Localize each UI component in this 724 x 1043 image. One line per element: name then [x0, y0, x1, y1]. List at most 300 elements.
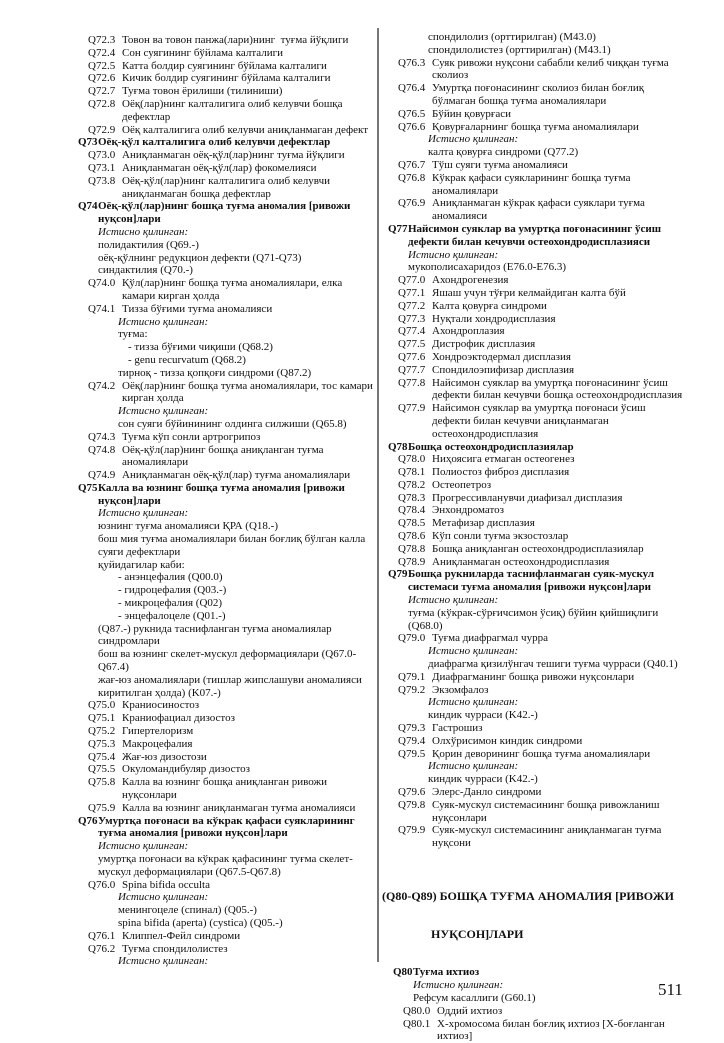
page-number: 511	[658, 980, 683, 999]
entry-text: Истисно қилинган:	[118, 405, 209, 418]
note-line	[98, 533, 378, 559]
category-heading	[78, 136, 378, 149]
code: Q75.2	[88, 725, 116, 738]
subcategory-entry	[398, 338, 688, 351]
subcategory-entry	[398, 543, 688, 556]
entry-text: Бошқа остеохондродисплазиялар	[408, 440, 574, 453]
subcategory-entry	[88, 124, 378, 137]
entry-text: умуртқа поғонаси ва кўкрак қафасининг туғма скелет- мускул деформациялари (Q67.5-Q67.8)	[98, 853, 353, 878]
note-line	[118, 584, 378, 597]
entry-text: Гипертелоризм	[122, 725, 194, 738]
section-title	[382, 864, 688, 966]
entry-text: Оёқ-қўл калталигига олиб келувчи дефектлар	[98, 136, 331, 149]
subcategory-entry	[88, 712, 378, 725]
subcategory-entry	[398, 684, 688, 697]
entry-text: Окуломандибуляр дизостоз	[122, 763, 250, 776]
entry-text: - тизза бўғими чиқиши (Q68.2)	[128, 341, 273, 354]
note-line	[98, 264, 378, 277]
subcategory-entry	[398, 159, 688, 172]
note-line	[118, 367, 378, 380]
subcategory-entry	[398, 632, 688, 645]
code: Q74.2	[88, 379, 116, 392]
entry-text: Аниқланмаган оёқ-қўл(лар) туғма аномалиялари	[122, 469, 351, 482]
subcategory-entry	[398, 556, 688, 569]
code: Q79.9	[398, 824, 426, 837]
code: Q72.6	[88, 72, 116, 85]
note-line	[118, 597, 378, 610]
note-line	[428, 44, 688, 57]
code: Q79.3	[398, 722, 426, 735]
entry-text: Аниқланмаган оёқ-қўл(лар) фокомелияси	[122, 161, 317, 174]
entry-text: полидактилия (Q69.-)	[98, 238, 199, 251]
entry-text: калта қовурға синдроми (Q77.2)	[428, 146, 579, 159]
subcategory-entry	[398, 287, 688, 300]
category-heading	[388, 223, 688, 249]
entry-text: Оёқ-қўл(лар)нинг бошқа туғма аномалия [ривожи нуқсон]лари	[98, 200, 351, 226]
entry-text: Яшаш учун тўғри келмайдиган калта бўй	[432, 286, 626, 299]
subcategory-entry	[398, 735, 688, 748]
entry-text: Туғма кўп сонли артрогрипоз	[122, 430, 261, 443]
entry-text: Олхўрисимон киндик синдроми	[432, 734, 583, 747]
code: Q77.3	[398, 312, 426, 325]
entry-text: Экзомфалоз	[432, 683, 489, 696]
note-line	[128, 341, 378, 354]
entry-text: Туғма диафрагмал чурра	[432, 632, 548, 645]
subcategory-entry	[398, 197, 688, 223]
entry-text: Туғма ихтиоз	[413, 966, 480, 979]
exclusion-label	[118, 405, 378, 418]
subcategory-entry	[88, 725, 378, 738]
entry-text: (Q87.-) рукнида таснифланган туғма аномалиялар синдромлари	[98, 622, 332, 648]
subcategory-entry	[398, 466, 688, 479]
code: Q77.4	[398, 325, 426, 338]
code: Q77.5	[398, 338, 426, 351]
entry-text: Оёқ(лар)нинг калталигига олиб келувчи бошқа дефектлар	[122, 97, 343, 123]
entry-text: Суяк-мускул системасининг бошқа ривожланиш нуқсонлари	[432, 798, 660, 824]
entry-text: Аниқланмаган кўкрак қафаси суяклари туғма аномалияси	[432, 197, 645, 223]
entry-text: Калла ва юзнинг бошқа туғма аномалия [ривожи нуқсон]лари	[98, 481, 345, 507]
note-line	[118, 328, 378, 341]
subcategory-entry	[88, 175, 378, 201]
entry-text: оёқ-қўлнинг редукцион дефекти (Q71-Q73)	[98, 251, 302, 264]
entry-text: Туғма товон ёрилиши (тилиниши)	[122, 85, 283, 98]
entry-text: Истисно қилинган:	[98, 840, 189, 853]
note-line	[118, 610, 378, 623]
entry-text: Гастрошиз	[432, 722, 483, 735]
subcategory-entry	[88, 930, 378, 943]
code: Q77.2	[398, 299, 426, 312]
code: Q75.9	[88, 801, 116, 814]
code: Q79.2	[398, 683, 426, 696]
category-heading	[388, 568, 688, 594]
subcategory-entry	[398, 824, 688, 850]
code: Q74.8	[88, 443, 116, 456]
exclusion-label	[98, 840, 378, 853]
subcategory-entry	[398, 274, 688, 287]
note-line	[428, 146, 688, 159]
code: Q75.0	[88, 699, 116, 712]
entry-text: Кўкрак қафаси суякларининг бошқа туғма аномалиялари	[432, 171, 631, 197]
entry-text: спондилолистез (орттирилган) (M43.1)	[428, 43, 611, 56]
subcategory-entry	[398, 377, 688, 403]
subcategory-entry	[398, 453, 688, 466]
subcategory-entry	[88, 72, 378, 85]
note-line	[98, 623, 378, 649]
entry-text: Умуртқа поғонасининг сколиоз билан боғлиқ бўлмаган бошқа туғма аномалиялари	[432, 82, 645, 107]
code: Q80	[393, 966, 413, 979]
note-line	[428, 773, 688, 786]
entry-text: Аниқланмаган остеохондродисплазия	[432, 555, 610, 568]
subcategory-entry	[398, 108, 688, 121]
code: Q73.8	[88, 174, 116, 187]
subcategory-entry	[398, 799, 688, 825]
code: Q77.0	[398, 274, 426, 287]
code: Q78.3	[398, 491, 426, 504]
code: Q73.1	[88, 161, 116, 174]
category-heading	[78, 815, 378, 841]
subcategory-entry	[398, 530, 688, 543]
code: Q74.0	[88, 277, 116, 290]
code: Q73	[78, 136, 98, 149]
note-line	[98, 239, 378, 252]
entry-text: киндик чурраси (K42.-)	[428, 709, 538, 722]
entry-text: Краниофациал дизостоз	[122, 712, 235, 725]
entry-text: Истисно қилинган:	[428, 760, 519, 773]
code: Q74	[78, 200, 98, 213]
subcategory-entry	[398, 300, 688, 313]
entry-text: Остеопетроз	[432, 478, 492, 491]
subcategory-entry	[398, 313, 688, 326]
code: Q78.6	[398, 530, 426, 543]
entry-text: Оёқ-қўл(лар)нинг калталигига олиб келувчи аниқланмаган бошқа дефектлар	[122, 174, 330, 200]
subcategory-entry	[88, 85, 378, 98]
entry-text: жағ-юз аномалиялари (тишлар жипслашуви аномалияси киритилган ҳолда) (K07.-)	[98, 673, 362, 699]
entry-text: Истисно қилинган:	[428, 696, 519, 709]
category-heading	[78, 482, 378, 508]
entry-text: тирноқ - тизза қопқоғи синдроми (Q87.2)	[118, 366, 312, 379]
exclusion-label	[408, 249, 688, 262]
subcategory-entry	[398, 57, 688, 83]
exclusion-label	[98, 226, 378, 239]
entry-text: Сон суягининг бўйлама калталиги	[122, 46, 284, 59]
code: Q76.3	[398, 56, 426, 69]
entry-text: Нуқтали хондродисплазия	[432, 312, 556, 325]
left-column	[78, 34, 378, 968]
code: Q76	[78, 814, 98, 827]
entry-text: бош мия туғма аномалиялари билан боғлиқ бўлган калла суяги дефектлари	[98, 533, 366, 558]
entry-text: Истисно қилинган:	[118, 955, 209, 968]
subcategory-entry	[88, 802, 378, 815]
entry-text: Найсимон суяклар ва умуртқа поғонасининг ўсиш дефекти билан кечувчи бошқа остеохондродисплазия	[432, 376, 683, 402]
code: Q74.3	[88, 430, 116, 443]
entry-text: Тизза бўғими туғма аномалияси	[122, 302, 273, 315]
exclusion-label	[413, 979, 688, 992]
code: Q76.4	[398, 82, 426, 95]
entry-text: қуйидагилар каби:	[98, 558, 185, 571]
note-line	[428, 658, 688, 671]
subcategory-entry	[88, 763, 378, 776]
code: Q77.6	[398, 350, 426, 363]
entry-text: spina bifida (aperta) (cystica) (Q05.-)	[118, 916, 283, 929]
note-line	[98, 520, 378, 533]
category-heading	[78, 200, 378, 226]
subcategory-entry	[403, 1018, 688, 1043]
subcategory-entry	[88, 444, 378, 470]
code: Q76.2	[88, 942, 116, 955]
entry-text: бош ва юзнинг скелет-мускул деформациялари (Q67.0- Q67.4)	[98, 648, 357, 674]
code: Q76.8	[398, 171, 426, 184]
entry-text: Калта қовурға синдроми	[432, 299, 547, 312]
entry-text: Полиостоз фиброз дисплазия	[432, 466, 570, 479]
code: Q77.8	[398, 376, 426, 389]
subcategory-entry	[398, 121, 688, 134]
note-line	[428, 709, 688, 722]
code: Q76.9	[398, 197, 426, 210]
entry-text: Истисно қилинган:	[413, 979, 504, 992]
code: Q72.7	[88, 85, 116, 98]
subcategory-entry	[88, 277, 378, 303]
exclusion-label	[428, 133, 688, 146]
subcategory-entry	[88, 943, 378, 956]
entry-text: Бошқа аниқланган остеохондродисплазиялар	[432, 542, 644, 555]
code: Q72.5	[88, 59, 116, 72]
right-column	[382, 31, 688, 1043]
section-title-line: НУҚСОН]ЛАРИ	[431, 926, 524, 941]
entry-text: Spina bifida occulta	[122, 878, 210, 891]
subcategory-entry	[88, 776, 378, 802]
subcategory-entry	[398, 671, 688, 684]
code: Q78.0	[398, 453, 426, 466]
code: Q72.8	[88, 97, 116, 110]
code: Q79.4	[398, 734, 426, 747]
note-line	[98, 648, 378, 674]
entry-text: - микроцефалия (Q02)	[118, 597, 223, 610]
note-line	[98, 674, 378, 700]
entry-text: Клиппел-Фейл синдроми	[122, 929, 241, 942]
code: Q78.9	[398, 555, 426, 568]
code: Q76.5	[398, 107, 426, 120]
subcategory-entry	[88, 699, 378, 712]
entry-text: Найсимон суяклар ва умуртқа поғонасининг ўсиш дефекти билан кечувчи остеохондродисплазияси	[408, 222, 661, 248]
subcategory-entry	[88, 738, 378, 751]
code: Q79.1	[398, 670, 426, 683]
note-line	[118, 418, 378, 431]
subcategory-entry	[88, 47, 378, 60]
code: Q79.6	[398, 786, 426, 799]
subcategory-entry	[88, 162, 378, 175]
entry-text: - genu recurvatum (Q68.2)	[128, 353, 246, 366]
entry-text: диафрагма қизилўнгач тешиги туғма чурраси (Q40.1)	[428, 658, 678, 671]
code: Q76.7	[398, 158, 426, 171]
code: Q73.0	[88, 149, 116, 162]
entry-text: Энхондроматоз	[432, 504, 504, 517]
entry-text: Ниҳоясига етмаган остеогенез	[432, 453, 575, 466]
entry-text: X-хромосома билан боғлиқ ихтиоз [X-боғланган ихтиоз]	[437, 1017, 665, 1043]
note-line	[408, 607, 688, 633]
entry-text: Истисно қилинган:	[428, 133, 519, 146]
entry-text: туғма:	[118, 328, 148, 341]
entry-text: Бошқа рукниларда таснифланмаган суяк-мускул системаси туғма аномалия [ривожи нуқсон]лари	[408, 568, 655, 594]
entry-text: Спондилоэпифизар дисплазия	[432, 363, 575, 376]
entry-text: юзнинг туғма аномалияси ҚРА (Q18.-)	[98, 520, 278, 533]
subcategory-entry	[398, 504, 688, 517]
entry-text: Туғма спондилолистез	[122, 942, 228, 955]
code: Q79.5	[398, 747, 426, 760]
entry-text: Оддий ихтиоз	[437, 1004, 503, 1017]
code: Q76.0	[88, 878, 116, 891]
entry-text: Аниқланмаган оёқ-қўл(лар)нинг туғма йўқлиги	[122, 149, 345, 162]
code: Q78	[388, 440, 408, 453]
subcategory-entry	[398, 786, 688, 799]
subcategory-entry	[88, 431, 378, 444]
exclusion-label	[428, 645, 688, 658]
entry-text: Суяк ривожи нуқсони сабабли келиб чиққан туғма сколиоз	[432, 56, 669, 82]
entry-text: Истисно қилинган:	[118, 315, 209, 328]
entry-text: Тўш суяги туғма аномалияси	[432, 158, 568, 171]
code: Q75.5	[88, 763, 116, 776]
code: Q79	[388, 568, 408, 581]
subcategory-entry	[88, 751, 378, 764]
note-line	[98, 252, 378, 265]
entry-text: синдактилия (Q70.-)	[98, 264, 193, 277]
entry-text: Истисно қилинган:	[408, 594, 499, 607]
subcategory-entry	[398, 351, 688, 364]
code: Q78.8	[398, 542, 426, 555]
entry-text: Элерс-Данло синдроми	[432, 786, 542, 799]
entry-text: Макроцефалия	[122, 737, 193, 750]
note-line	[118, 904, 378, 917]
subcategory-entry	[398, 479, 688, 492]
subcategory-entry	[398, 517, 688, 530]
note-line	[118, 917, 378, 930]
subcategory-entry	[88, 34, 378, 47]
entry-text: Рефсум касаллиги (G60.1)	[413, 991, 536, 1004]
code: Q77.7	[398, 363, 426, 376]
code: Q78.4	[398, 504, 426, 517]
subcategory-entry	[88, 380, 378, 406]
code: Q78.2	[398, 478, 426, 491]
code: Q75.4	[88, 750, 116, 763]
code: Q76.1	[88, 929, 116, 942]
entry-text: киндик чурраси (K42.-)	[428, 773, 538, 786]
entry-text: Ахондроплазия	[432, 325, 505, 338]
entry-text: Метафизар дисплазия	[432, 517, 535, 530]
code: Q80.0	[403, 1004, 431, 1017]
note-line	[428, 31, 688, 44]
note-line	[118, 571, 378, 584]
entry-text: Калла ва юзнинг бошқа аниқланган ривожи нуқсонлари	[122, 776, 327, 802]
subcategory-entry	[398, 364, 688, 377]
note-line	[408, 261, 688, 274]
entry-text: Калла ва юзнинг аниқланмаган туғма аномалияси	[122, 801, 356, 814]
entry-text: Бўйин қовурғаси	[432, 107, 512, 120]
note-line	[128, 354, 378, 367]
subcategory-entry	[398, 492, 688, 505]
category-heading	[388, 441, 688, 454]
entry-text: Катта болдир суягининг бўйлама калталиги	[122, 59, 327, 72]
code: Q74.1	[88, 302, 116, 315]
entry-text: - гидроцефалия (Q03.-)	[118, 584, 227, 597]
exclusion-label	[428, 760, 688, 773]
entry-text: Истисно қилинган:	[428, 645, 519, 658]
code: Q77.1	[398, 286, 426, 299]
entry-text: Оёқ-қўл(лар)нинг бошқа аниқланган туғма аномалиялари	[122, 443, 324, 469]
exclusion-label	[118, 955, 378, 968]
entry-text: Прогрессивланувчи диафизал дисплазия	[432, 491, 623, 504]
note-line	[98, 853, 378, 879]
entry-text: Товон ва товон панжа(лари)нинг туғма йўқлиги	[122, 34, 349, 46]
entry-text: Дистрофик дисплазия	[432, 338, 536, 351]
subcategory-entry	[398, 82, 688, 108]
entry-text: Истисно қилинган:	[98, 225, 189, 238]
section-title-line: (Q80-Q89) БОШҚА ТУҒМА АНОМАЛИЯ [РИВОЖИ	[382, 888, 674, 903]
subcategory-entry	[88, 149, 378, 162]
subcategory-entry	[88, 60, 378, 73]
exclusion-label	[118, 316, 378, 329]
subcategory-entry	[398, 722, 688, 735]
exclusion-label	[98, 507, 378, 520]
entry-text: Истисно қилинган:	[118, 891, 209, 904]
subcategory-entry	[88, 303, 378, 316]
code: Q79.0	[398, 632, 426, 645]
entry-text: спондилолиз (орттирилган) (M43.0)	[428, 31, 596, 43]
subcategory-entry	[398, 172, 688, 198]
code: Q75.1	[88, 712, 116, 725]
entry-text: Қорин деворининг бошқа туғма аномалиялари	[432, 747, 651, 760]
entry-text: Қўл(лар)нинг бошқа туғма аномалиялари, елка камари кирган ҳолда	[122, 277, 343, 302]
code: Q80.1	[403, 1017, 431, 1030]
entry-text: Кўп сонли туғма экзостозлар	[432, 530, 569, 543]
exclusion-label	[408, 594, 688, 607]
code: Q75.8	[88, 776, 116, 789]
entry-text: Диафрагманинг бошқа ривожи нуқсонлари	[432, 670, 635, 683]
code: Q78.1	[398, 466, 426, 479]
entry-text: Жағ-юз дизостози	[122, 750, 207, 763]
entry-text: Ахондрогенезия	[432, 274, 509, 287]
entry-text: Кичик болдир суягининг бўйлама калталиги	[122, 72, 331, 85]
entry-text: Краниосиностоз	[122, 699, 200, 712]
code: Q74.9	[88, 469, 116, 482]
code: Q72.4	[88, 46, 116, 59]
entry-text: Оёқ(лар)нинг бошқа туғма аномалиялари, тос камари кирган ҳолда	[122, 379, 373, 405]
code: Q75.3	[88, 737, 116, 750]
subcategory-entry	[398, 402, 688, 440]
code: Q72.3	[88, 34, 116, 46]
entry-text: Истисно қилинган:	[98, 507, 189, 520]
entry-text: Умуртқа поғонаси ва кўкрак қафаси суякларининг туғма аномалия [ривожи нуқсон]лари	[98, 814, 355, 840]
entry-text: менингоцеле (спинал) (Q05.-)	[118, 904, 257, 917]
note-line	[98, 559, 378, 572]
code: Q76.6	[398, 120, 426, 133]
exclusion-label	[428, 696, 688, 709]
category-heading	[393, 966, 688, 979]
entry-text: Хондроэктодермал дисплазия	[432, 350, 571, 363]
entry-text: - анэнцефалия (Q00.0)	[118, 571, 223, 584]
subcategory-entry	[88, 879, 378, 892]
subcategory-entry	[403, 1005, 688, 1018]
code: Q77	[388, 222, 408, 235]
code: Q72.9	[88, 123, 116, 136]
code: Q75	[78, 481, 98, 494]
code: Q77.9	[398, 402, 426, 415]
entry-text: Суяк-мускул системасининг аниқланмаган туғма нуқсони	[432, 824, 662, 850]
entry-text: - энцефалоцеле (Q01.-)	[118, 609, 226, 622]
entry-text: Найсимон суяклар ва умуртқа поғонаси ўсиш дефекти билан кечувчи аниқланмаган остеохондродисплазия	[432, 402, 646, 440]
entry-text: Истисно қилинган:	[408, 248, 499, 261]
subcategory-entry	[88, 469, 378, 482]
subcategory-entry	[88, 98, 378, 124]
note-line	[413, 992, 688, 1005]
